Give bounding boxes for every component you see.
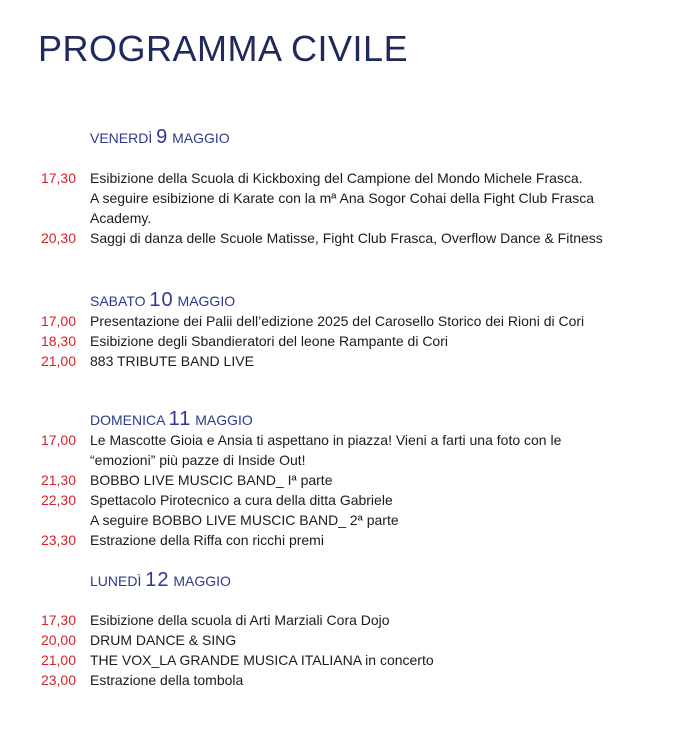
schedule-row	[0, 510, 685, 530]
day-name: DOMENICA	[90, 412, 165, 428]
day-name: LUNEDÌ	[90, 573, 142, 589]
schedule-row	[0, 490, 685, 510]
event-time: 22,30	[40, 492, 76, 508]
day-month: MAGGIO	[177, 293, 236, 309]
event-description: BOBBO LIVE MUSCIC BAND_ Iª parte	[90, 472, 333, 488]
schedule-row	[0, 208, 685, 228]
day-number: 10	[149, 289, 174, 311]
event-time: 17,00	[40, 313, 76, 329]
event-time: 18,30	[40, 333, 76, 349]
day-month: MAGGIO	[195, 412, 253, 428]
schedule-row	[0, 331, 685, 351]
event-time: 20,30	[40, 230, 76, 246]
event-description: A seguire esibizione di Karate con la mª Ana Sogor Cohai della Fight Club Frasca	[90, 190, 595, 206]
schedule-row	[0, 650, 685, 670]
event-description: Presentazione dei Palii dell’edizione 2025 del Carosello Storico dei Rioni di Cori	[90, 313, 585, 329]
event-description: 883 TRIBUTE BAND LIVE	[90, 353, 254, 369]
event-description: DRUM DANCE & SING	[90, 632, 237, 648]
schedule-row	[0, 168, 685, 188]
schedule-row	[0, 470, 685, 490]
event-description: Academy.	[90, 210, 152, 226]
day-name: SABATO	[90, 293, 146, 309]
day-heading-domenica	[90, 408, 253, 431]
day-heading-venerdi	[90, 126, 230, 149]
day-month: MAGGIO	[172, 130, 230, 146]
event-time: 17,30	[40, 612, 76, 628]
event-description: Estrazione della tombola	[90, 672, 244, 688]
day-number: 9	[156, 126, 169, 148]
schedule-row	[0, 670, 685, 690]
day-month: MAGGIO	[173, 573, 231, 589]
event-description: Saggi di danza delle Scuole Matisse, Fight Club Frasca, Overflow Dance & Fitness	[90, 230, 603, 246]
event-description: A seguire BOBBO LIVE MUSCIC BAND_ 2ª parte	[90, 512, 399, 528]
schedule-row	[0, 311, 685, 331]
event-time: 21,00	[40, 353, 76, 369]
event-time: 21,00	[40, 652, 76, 668]
event-description: Esibizione degli Sbandieratori del leone Rampante di Cori	[90, 333, 448, 349]
event-time: 23,00	[40, 672, 76, 688]
day-heading-lunedi	[90, 569, 231, 592]
event-description: Esibizione della Scuola di Kickboxing del Campione del Mondo Michele Frasca.	[90, 170, 583, 186]
page-title: PROGRAMMA CIVILE	[38, 28, 409, 69]
event-time: 21,30	[40, 472, 76, 488]
day-name: VENERDÌ	[90, 130, 153, 146]
day-number: 12	[145, 569, 170, 591]
schedule-row	[0, 530, 685, 550]
event-time: 17,00	[40, 432, 76, 448]
day-number: 11	[168, 408, 192, 430]
event-time: 17,30	[40, 170, 76, 186]
schedule-row	[0, 450, 685, 470]
event-description: “emozioni” più pazze di Inside Out!	[90, 452, 306, 468]
event-time: 23,30	[40, 532, 76, 548]
schedule-row	[0, 630, 685, 650]
event-description: Spettacolo Pirotecnico a cura della ditta Gabriele	[90, 492, 393, 508]
event-description: Le Mascotte Gioia e Ansia ti aspettano in piazza! Vieni a farti una foto con le	[90, 432, 562, 448]
schedule-row	[0, 610, 685, 630]
event-description: Estrazione della Riffa con ricchi premi	[90, 532, 324, 548]
event-description: Esibizione della scuola di Arti Marziali Cora Dojo	[90, 612, 390, 628]
schedule-row	[0, 228, 685, 248]
schedule-row	[0, 351, 685, 371]
day-heading-sabato	[90, 289, 235, 312]
event-time: 20,00	[40, 632, 76, 648]
schedule-row	[0, 430, 685, 450]
schedule-row	[0, 188, 685, 208]
event-description: THE VOX_LA GRANDE MUSICA ITALIANA in concerto	[90, 652, 434, 668]
